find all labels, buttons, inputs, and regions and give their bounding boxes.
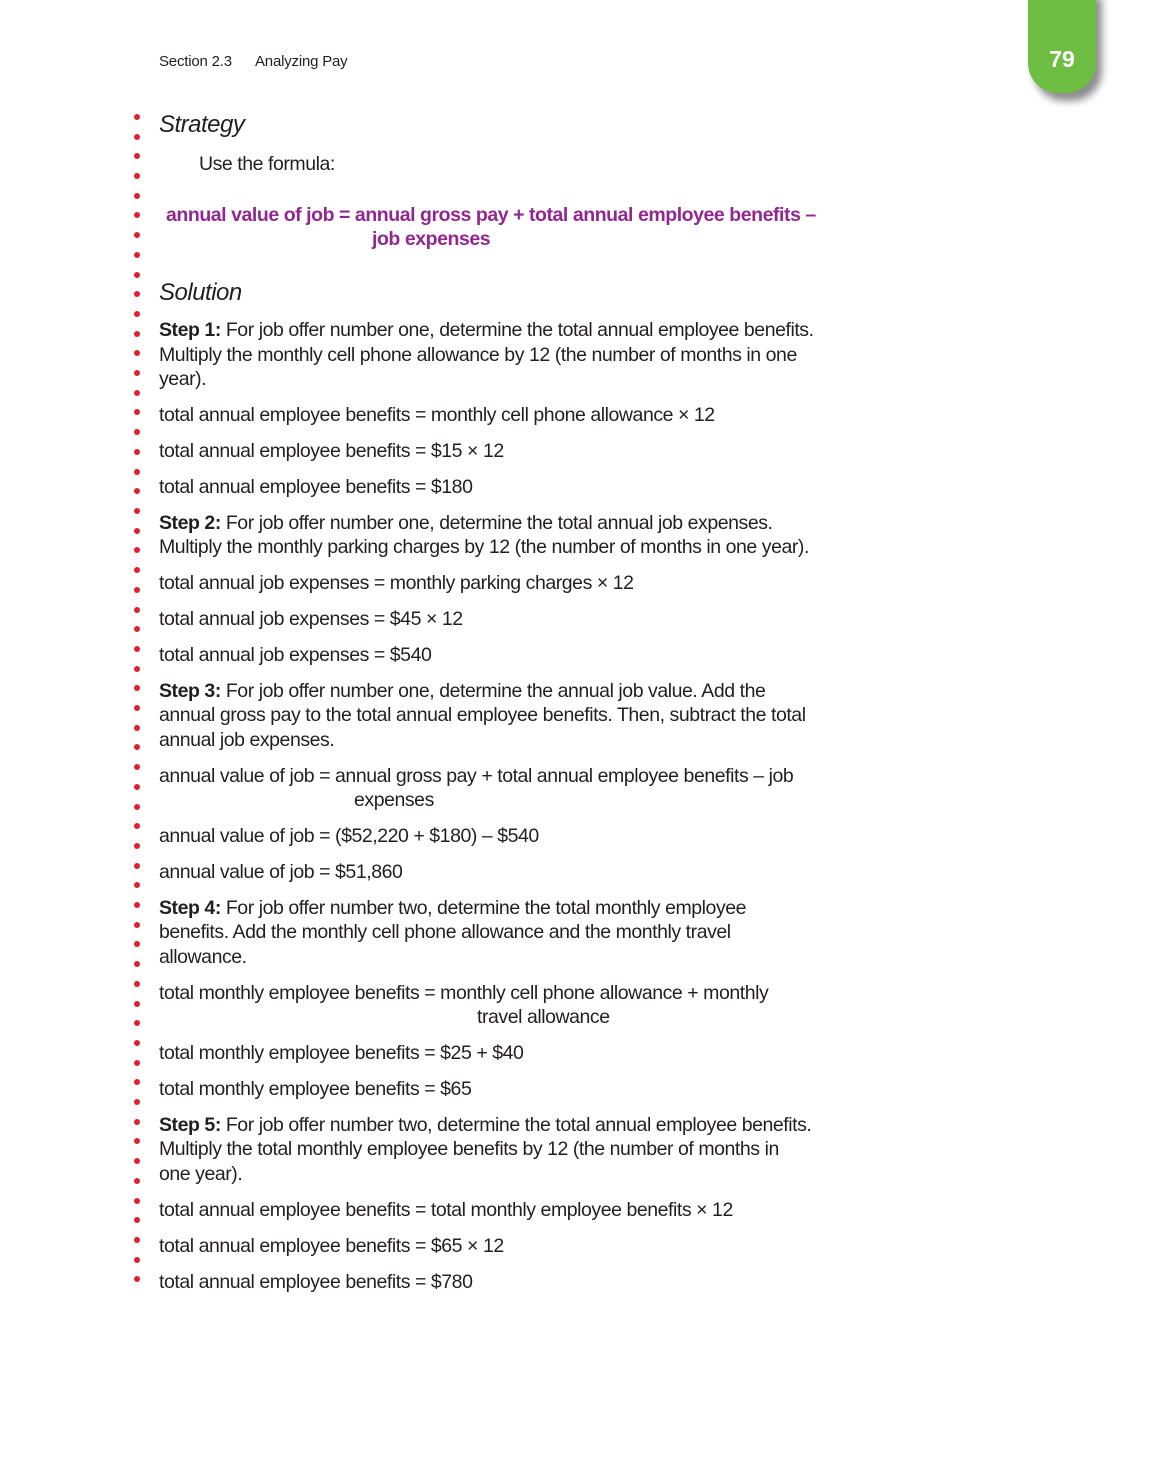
margin-dot	[134, 1158, 140, 1164]
margin-dot	[134, 764, 140, 770]
line-text: travel allowance	[477, 1006, 610, 1028]
margin-dot	[134, 1198, 140, 1204]
margin-dot	[134, 922, 140, 928]
text-line	[159, 343, 797, 367]
text-line	[159, 475, 472, 499]
text-line	[159, 511, 772, 535]
line-text: annual value of job = annual gross pay + total annual employee benefits –	[166, 204, 816, 226]
margin-dot	[134, 1237, 140, 1243]
margin-dot	[134, 843, 140, 849]
line-text: For job offer number two, determine the total monthly employee	[220, 897, 747, 919]
step-label: Step 2:	[159, 512, 221, 534]
margin-dot	[134, 528, 140, 534]
margin-dot	[134, 547, 140, 553]
line-text: benefits. Add the monthly cell phone allowance and the monthly travel	[159, 921, 731, 943]
margin-dot	[134, 1020, 140, 1026]
margin-dot	[134, 252, 140, 258]
text-line	[159, 679, 765, 703]
margin-dot	[134, 1138, 140, 1144]
margin-dot	[134, 469, 140, 475]
section-heading	[159, 110, 244, 140]
section-number: Section 2.3	[159, 53, 232, 70]
line-text: total annual employee benefits = $65 × 12	[159, 1235, 504, 1257]
line-text: Multiply the monthly parking charges by 12 (the number of months in one year).	[159, 536, 809, 558]
margin-dot	[134, 508, 140, 514]
text-line	[159, 1162, 242, 1186]
margin-dot	[134, 666, 140, 672]
margin-dot	[134, 902, 140, 908]
text-line	[159, 1198, 733, 1222]
margin-dot	[134, 646, 140, 652]
text-line	[159, 367, 206, 391]
margin-dot	[134, 212, 140, 218]
margin-dot	[134, 705, 140, 711]
section-heading	[159, 278, 242, 308]
margin-dot	[134, 272, 140, 278]
text-line	[159, 860, 402, 884]
text-line	[159, 1234, 504, 1258]
margin-dot	[134, 291, 140, 297]
margin-dot	[134, 409, 140, 415]
margin-dot	[134, 744, 140, 750]
margin-dot	[134, 429, 140, 435]
line-text: allowance.	[159, 946, 247, 968]
text-line	[159, 703, 806, 727]
line-text: annual value of job = ($52,220 + $180) – $540	[159, 825, 539, 847]
line-text: annual value of job = $51,860	[159, 861, 403, 883]
text-line	[354, 788, 434, 812]
margin-dot	[134, 1001, 140, 1007]
margin-dot	[134, 784, 140, 790]
text-line	[159, 764, 793, 788]
text-line	[159, 439, 504, 463]
text-line	[159, 318, 814, 342]
line-text: total annual employee benefits = $780	[159, 1271, 473, 1293]
margin-dot	[134, 1217, 140, 1223]
text-line	[159, 1137, 779, 1161]
line-text: annual value of job = annual gross pay + total annual employee benefits – job	[159, 765, 794, 787]
line-text: total monthly employee benefits = monthly cell phone allowance + monthly	[159, 982, 769, 1004]
line-text: total annual employee benefits = $180	[159, 476, 473, 498]
margin-dot	[134, 1099, 140, 1105]
margin-dot	[134, 134, 140, 140]
formula-line	[166, 203, 816, 227]
line-text: total annual job expenses = $540	[159, 644, 432, 666]
margin-dot	[134, 1040, 140, 1046]
line-text: total annual employee benefits = monthly cell phone allowance × 12	[159, 404, 715, 426]
margin-dot	[134, 1257, 140, 1263]
margin-dot	[134, 370, 140, 376]
margin-dot	[134, 449, 140, 455]
text-line	[159, 824, 539, 848]
line-text: Multiply the total monthly employee benefits by 12 (the number of months in	[159, 1138, 779, 1160]
line-text: total annual employee benefits = total monthly employee benefits × 12	[159, 1199, 733, 1221]
margin-dot	[134, 981, 140, 987]
margin-dot	[134, 941, 140, 947]
text-line	[477, 1005, 610, 1029]
text-line	[159, 403, 715, 427]
margin-dot	[134, 607, 140, 613]
step-label: Step 4:	[159, 897, 221, 919]
margin-dot	[134, 1060, 140, 1066]
margin-dot	[134, 725, 140, 731]
text-line	[159, 728, 334, 752]
step-label: Step 1:	[159, 319, 221, 341]
line-text: job expenses	[372, 228, 491, 250]
text-line	[159, 1041, 523, 1065]
text-line	[159, 571, 634, 595]
text-line	[159, 643, 431, 667]
text-line	[159, 535, 809, 559]
line-text: expenses	[354, 789, 434, 811]
margin-dot	[134, 173, 140, 179]
line-text: total annual job expenses = $45 × 12	[159, 608, 463, 630]
line-text: total annual job expenses = monthly parking charges × 12	[159, 572, 634, 594]
text-line	[159, 1113, 811, 1137]
line-text: annual job expenses.	[159, 729, 335, 751]
step-label: Step 3:	[159, 680, 221, 702]
margin-dot	[134, 1178, 140, 1184]
text-line	[159, 945, 247, 969]
line-text: total monthly employee benefits = $65	[159, 1078, 472, 1100]
margin-dot	[134, 1276, 140, 1282]
margin-dot	[134, 331, 140, 337]
line-text: For job offer number one, determine the total annual job expenses.	[220, 512, 773, 534]
margin-dot	[134, 390, 140, 396]
margin-dot	[134, 882, 140, 888]
line-text: total monthly employee benefits = $25 + $40	[159, 1042, 524, 1064]
text-line	[159, 1270, 472, 1294]
margin-dot	[134, 961, 140, 967]
margin-dot	[134, 311, 140, 317]
text-line	[159, 607, 463, 631]
line-text: year).	[159, 368, 207, 390]
margin-dot	[134, 626, 140, 632]
line-text: annual gross pay to the total annual employee benefits. Then, subtract the total	[159, 704, 806, 726]
line-text: Multiply the monthly cell phone allowance by 12 (the number of months in one	[159, 344, 797, 366]
margin-dot	[134, 193, 140, 199]
text-line	[159, 896, 746, 920]
line-text: Solution	[159, 279, 242, 306]
formula-line	[372, 227, 490, 251]
page-number-tab	[1028, 0, 1096, 93]
margin-dot	[134, 153, 140, 159]
margin-dot	[134, 567, 140, 573]
margin-dot	[134, 587, 140, 593]
margin-dot	[134, 1119, 140, 1125]
margin-dot	[134, 863, 140, 869]
line-text: one year).	[159, 1163, 243, 1185]
line-text: Strategy	[159, 111, 245, 138]
line-text: total annual employee benefits = $15 × 12	[159, 440, 504, 462]
margin-dot	[134, 804, 140, 810]
margin-dot	[134, 232, 140, 238]
margin-dot	[134, 350, 140, 356]
text-line	[159, 1077, 471, 1101]
line-text: For job offer number one, determine the total annual employee benefits.	[220, 319, 814, 341]
margin-dot	[134, 488, 140, 494]
line-text: Use the formula:	[199, 153, 335, 175]
margin-dot	[134, 1079, 140, 1085]
text-line	[199, 152, 335, 176]
margin-dot	[134, 823, 140, 829]
margin-dot	[134, 114, 140, 120]
step-label: Step 5:	[159, 1114, 221, 1136]
text-line	[159, 920, 731, 944]
text-line	[159, 981, 768, 1005]
margin-dot	[134, 685, 140, 691]
page-number: 79	[1049, 46, 1075, 72]
section-title: Analyzing Pay	[255, 53, 348, 70]
line-text: For job offer number one, determine the annual job value. Add the	[220, 680, 766, 702]
line-text: For job offer number two, determine the total annual employee benefits.	[220, 1114, 812, 1136]
